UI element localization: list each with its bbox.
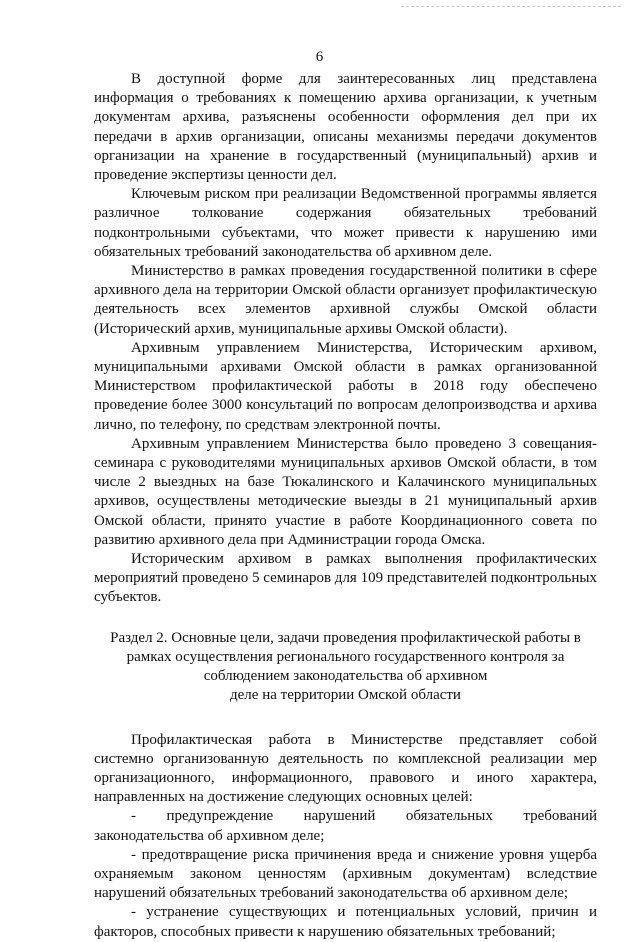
paragraph-ministry-policy: Министерство в рамках проведения государственной политики в сфере архивного дела на территории Омской области организует профилактическую деятельность всех элементов архивной службы Омской области (Исторический архив, муниципальные архивы Омской области).	[94, 263, 597, 337]
list-item-eliminate-causes: - устранение существующих и потенциальных условий, причин и факторов, способных привести к нарушению обязательных требований;	[94, 904, 597, 940]
scan-header-artifact	[401, 6, 621, 9]
paragraph-seminars: Архивным управлением Министерства было проведено 3 совещания-семинара с руководителями муниципальных архивов Омской области, в том числе 2 выездных на базе Тюкалинского и Калачинского муниципальных архивов, осуществлены методические выезды в 21 муниципальный архив Омской области, принято участие в работе Координационного совета по развитию архивного дела при Администрации города Омска.	[94, 435, 597, 548]
paragraph-key-risk: Ключевым риском при реализации Ведомственной программы является различное толкование содержания обязательных требований подконтрольными субъектами, что может привести к нарушению ими обязательных требований законодательства об архивном деле.	[94, 186, 597, 260]
paragraph-archive-info: В доступной форме для заинтересованных лиц представлена информация о требованиях к помещению архива организации, к учетным документам архива, разъяснены особенности оформления дел при их передачи в архив организации, описаны механизмы передачи документов организации на хранение в государственный (муниципальный) архив и проведение экспертизы ценности дел.	[94, 71, 597, 184]
section-heading-line-3: соблюдением законодательства об архивном	[203, 668, 488, 685]
heading-spacer	[94, 706, 597, 731]
section-heading-line-2: рамках осуществления регионального государственного контроля за	[126, 648, 565, 665]
paragraph-prevention-work: Профилактическая работа в Министерстве представляет собой системно организованную деятельность по комплексной реализации мер организационного, информационного, правового и иного характера, направленных на достижение следующих основных целей:	[94, 731, 597, 806]
section-heading	[94, 629, 597, 706]
list-item-risk-prevention: - предотвращение риска причинения вреда и снижение уровня ущерба охраняемым законом ценностям (архивным документам) вследствие нарушений обязательных требований законодательства об архивном деле;	[94, 846, 597, 902]
paragraph-consultations: Архивным управлением Министерства, Историческим архивом, муниципальными архивами Омской области в рамках организованной Министерством профилактической работы в 2018 году обеспечено проведение более 3000 консультаций по вопросам делопроизводства и архива лично, по телефону, по средствам электронной почты.	[94, 339, 597, 433]
page-number: 6	[315, 49, 324, 65]
paragraph-historical-archive: Историческим архивом в рамках выполнения профилактических мероприятий проведено 5 семинаров для 109 представителей подконтрольных субъектов.	[94, 551, 597, 606]
section-heading-line-1: Раздел 2. Основные цели, задачи проведения профилактической работы в	[110, 629, 581, 646]
list-item-prevention-violations: - предупреждение нарушений обязательных требований законодательства об архивном деле;	[94, 808, 597, 844]
section-heading-line-4: деле на территории Омской области	[230, 687, 461, 704]
document-body	[94, 70, 597, 942]
